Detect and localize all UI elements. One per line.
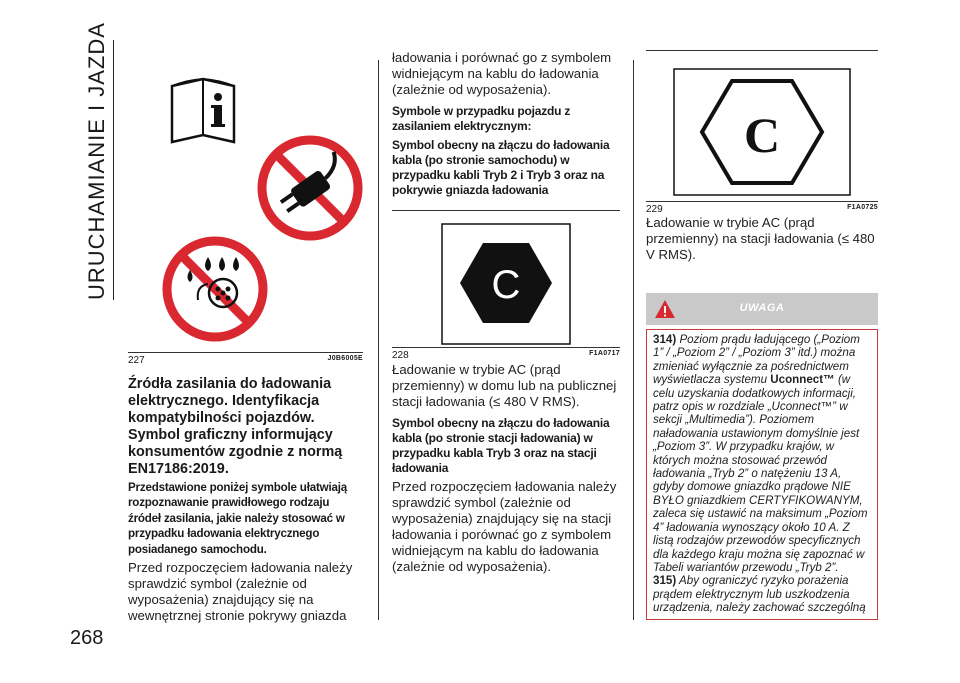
symbol-letter: C — [491, 263, 521, 307]
figure-code: J0B6005E — [327, 355, 363, 362]
warning-header — [646, 293, 878, 325]
column-2 — [392, 50, 620, 575]
intro-subheading: Przedstawione poniżej symbole ułatwiają rozpoznawanie prawidłowego rodzaju źródeł zasilania, jakie należy stosować w przypadku ładowania elektrycznego posiadanego samochodu. — [128, 481, 347, 556]
column-separator — [378, 60, 379, 620]
figure-rule — [646, 201, 878, 202]
paragraph: ładowania i porównać go z symbolem widniejącym na kablu do ładowania (zależnie od wyposażenia). — [392, 50, 612, 97]
figure-caption-229 — [646, 204, 878, 215]
page-number: 268 — [70, 627, 104, 649]
figure-description: Ładowanie w trybie AC (prąd przemienny) na stacji ładowania (≤ 480 V RMS). — [646, 215, 875, 262]
figure-description: Ładowanie w trybie AC (prąd przemienny) w domu lub na publicznej stacji ładowania (≤ 480 V RMS). — [392, 362, 617, 409]
no-plug-icon — [262, 140, 358, 236]
warning-314 — [653, 333, 871, 574]
subheading: Symbole w przypadku pojazdu z zasilaniem elektrycznym: — [392, 104, 571, 133]
figure-code: F1A0725 — [847, 204, 878, 211]
note-text: Poziom prądu ładującego („Poziom 1” / „Poziom 2” / „Poziom 3” itd.) można zmieniać wyłącznie za pośrednictwem wyświetlacza systemu — [653, 333, 860, 387]
warning-box — [646, 329, 878, 620]
column-separator — [633, 60, 634, 620]
column-1 — [128, 60, 363, 624]
figure-caption-228 — [392, 350, 620, 361]
hexagon-c-outline-symbol — [646, 51, 878, 201]
brand-name: Uconnect™ — [770, 373, 835, 387]
warning-315 — [653, 574, 871, 614]
figure-rule — [128, 352, 363, 353]
hexagon-c-symbol — [392, 211, 620, 347]
manual-info-and-prohibition-icons — [128, 60, 363, 352]
symbol-letter: C — [743, 107, 781, 163]
figure-229 — [646, 51, 878, 201]
warning-label: UWAGA — [739, 302, 785, 314]
figure-number: 229 — [646, 204, 663, 215]
figure-caption-227 — [128, 355, 363, 366]
subheading: Symbol obecny na złączu do ładowania kabla (po stronie stacji ładowania) w przypadku kabla Tryb 3 oraz na stacji ładowania — [392, 416, 610, 475]
figure-227 — [128, 60, 363, 352]
section-title: URUCHAMIANIE I JAZDA — [84, 22, 109, 300]
paragraph: Przed rozpoczęciem ładowania należy sprawdzić symbol (zależnie od wyposażenia) znajdujący się na stacji ładowania i porównać go z symbolem widniejącym na kablu do ładowania (zależnie od wyposażenia). — [392, 479, 617, 574]
figure-228 — [392, 210, 620, 361]
section-title-rule — [113, 40, 114, 300]
note-number: 314) — [653, 333, 677, 346]
note-number: 315) — [653, 574, 677, 588]
manual-info-icon — [168, 79, 238, 150]
column-3 — [646, 50, 878, 620]
figure-number: 228 — [392, 350, 409, 361]
note-text: Aby ograniczyć ryzyko porażenia prądem elektrycznym lub uszkodzenia urządzenia, należy zachować szczególną — [653, 574, 866, 615]
subheading: Symbol obecny na złączu do ładowania kabla (po stronie samochodu) w przypadku kabli Tryb 2 i Tryb 3 oraz na pokrywie gniazda ładowania — [392, 138, 610, 197]
note-text: (w celu uzyskania dodatkowych informacji, patrz opis w rozdziale „Uconnect™” w sekcji „Multimedia”). Poziomem naładowania ustawionym domyślnie jest „Poziom 3”. W przypadku krajów, w których można stosować przewód ładowania „Tryb 2” o natężeniu 13 A, gdyby domowe gniazdko prądowe NIE BYŁO gniazdkiem CERTYFIKOWANYM, zaleca się ustawić na maksimum „Poziom 4” ładowania wynoszący około 10 A. Z listą rodzajów przewodów specyficznych dla każdego kraju można się zapoznać w Tabeli wariantów przewodu „Tryb 2”. — [653, 373, 868, 574]
paragraph: Przed rozpoczęciem ładowania należy sprawdzić symbol (zależnie od wyposażenia) znajdujący się na wewnętrznej stronie pokrywy gniazda — [128, 560, 353, 624]
section-heading: Źródła zasilania do ładowania elektrycznego. Identyfikacja kompatybilności pojazdów. Symbol graficzny informujący konsumentów zgodnie z normą EN17186:2019. — [128, 376, 343, 477]
figure-code: F1A0717 — [589, 350, 620, 357]
figure-rule — [392, 347, 620, 348]
no-water-socket-icon — [167, 241, 263, 337]
figure-number: 227 — [128, 355, 145, 366]
